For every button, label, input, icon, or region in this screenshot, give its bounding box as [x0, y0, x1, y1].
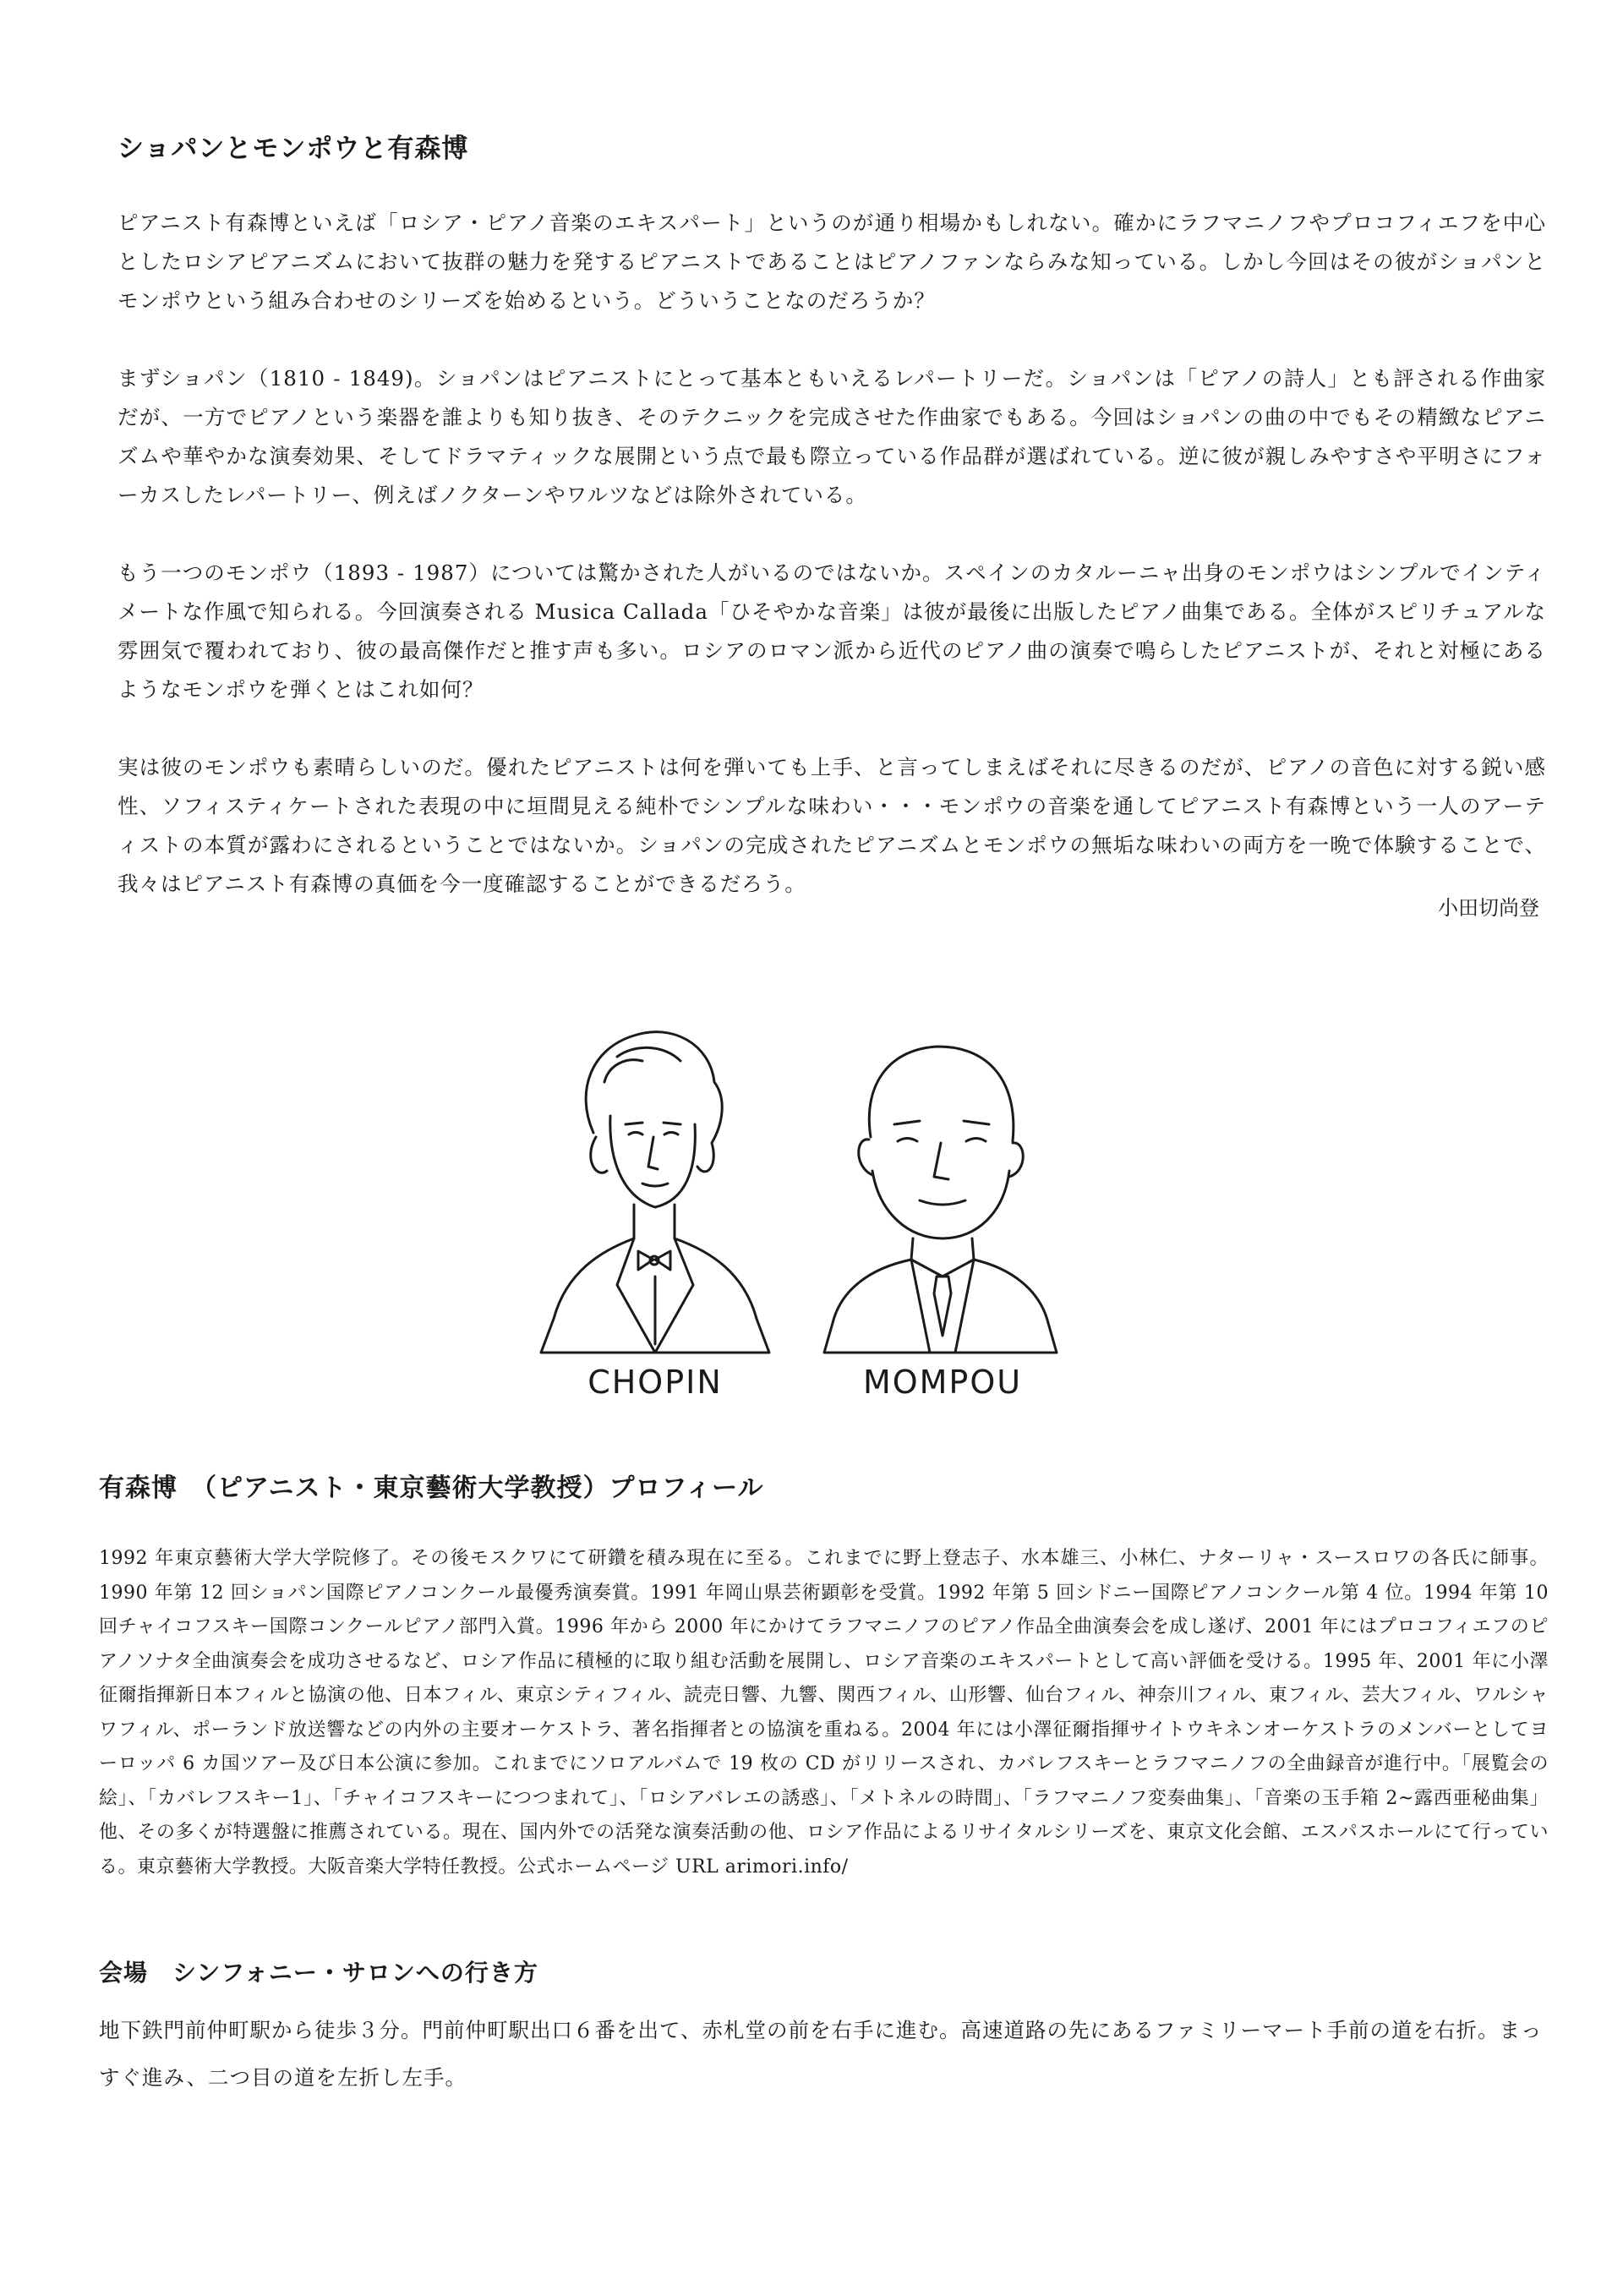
venue-title: 会場 シンフォニー・サロンへの行き方	[99, 1959, 538, 1987]
mompou-portrait-icon	[824, 1047, 1057, 1353]
essay-section	[117, 127, 1546, 943]
venue-directions: 地下鉄門前仲町駅から徒歩３分。門前仲町駅出口６番を出て、赤札堂の前を右手に進む。高速道路の先にあるファミリーマート手前の道を右折。まっすぐ進み、二つ目の道を左折し左手。	[99, 2018, 1543, 2090]
chopin-caption: CHOPIN	[587, 1364, 723, 1401]
profile-title: 有森博 （ピアニスト・東京藝術大学教授）プロフィール	[99, 1473, 764, 1503]
composer-portraits-illustration	[516, 998, 1099, 1403]
composer-portraits	[516, 998, 1099, 1403]
chopin-portrait-icon	[541, 1032, 769, 1353]
essay-title: ショパンとモンポウと有森博	[117, 134, 469, 164]
profile-section	[99, 1467, 1549, 1884]
essay-paragraph-4: 実は彼のモンポウも素晴らしいのだ。優れたピアニストは何を弾いても上手、と言ってしまえばそれに尽きるのだが、ピアノの音色に対する鋭い感性、ソフィスティケートされた表現の中に垣間見える純朴でシンプルな味わい・・・モンポウの音楽を通してピアニスト有森博という一人のアーティストの本質が露わにされるということではないか。ショパンの完成されたピアニズムとモンポウの無垢な味わいの両方を一晩で体験することで、我々はピアニスト有森博の真価を今一度確認することができるだろう。	[117, 755, 1546, 896]
essay-paragraph-1: ピアニスト有森博といえば「ロシア・ピアノ音楽のエキスパート」というのが通り相場かもしれない。確かにラフマニノフやプロコフィエフを中心としたロシアピアニズムにおいて抜群の魅力を発するピアニストであることはピアノファンならみな知っている。しかし今回はその彼がショパンとモンポウという組み合わせのシリーズを始めるという。どういうことなのだろうか？	[117, 210, 1546, 313]
essay-author: 小田切尚登	[1438, 896, 1539, 920]
essay-paragraph-3: もう一つのモンポウ（1893 - 1987）については驚かされた人がいるのではないか。スペインのカタルーニャ出身のモンポウはシンプルでインティメートな作風で知られる。今回演奏される Musica Callada「ひそやかな音楽」は彼が最後に出版したピアノ曲集である。全体がスピリチュアルな雰囲気で覆われており、彼の最高傑作だと推す声も多い。ロシアのロマン派から近代のピアノ曲の演奏で鳴らしたピアニストが、それと対極にあるようなモンポウを弾くとはこれ如何？	[117, 560, 1546, 702]
mompou-caption: MOMPOU	[862, 1364, 1023, 1401]
essay-paragraph-2: まずショパン（1810 - 1849)。ショパンはピアニストにとって基本ともいえるレパートリーだ。ショパンは「ピアノの詩人」とも評される作曲家だが、一方でピアノという楽器を誰よりも知り抜き、そのテクニックを完成させた作曲家でもある。今回はショパンの曲の中でもその精緻なピアニズムや華やかな演奏効果、そしてドラマティックな展開という点で最も際立っている作品群が選ばれている。逆に彼が親しみやすさや平明さにフォーカスしたレパートリー、例えばノクターンやワルツなどは除外されている。	[117, 366, 1546, 507]
profile-body: 1992 年東京藝術大学大学院修了。その後モスクワにて研鑽を積み現在に至る。これまでに野上登志子、水本雄三、小林仁、ナターリャ・スースロワの各氏に師事。1990 年第 12 回ショパン国際ピアノコンクール最優秀演奏賞。1991 年岡山県芸術顕彰を受賞。1992 年第 5 回シドニー国際ピアノコンクール第 4 位。1994 年第 10 回チャイコフスキー国際コンクールピアノ部門入賞。1996 年から 2000 年にかけてラフマニノフのピアノ作品全曲演奏会を成し遂げ、2001 年にはプロコフィエフのピアノソナタ全曲演奏会を成功させるなど、ロシア作品に積極的に取り組む活動を展開し、ロシア音楽のエキスパートとして高い評価を受ける。1995 年、2001 年に小澤征爾指揮新日本フィルと協演の他、日本フィル、東京シティフィル、読売日響、九響、関西フィル、山形響、仙台フィル、神奈川フィル、東フィル、芸大フィル、ワルシャワフィル、ポーランド放送響などの内外の主要オーケストラ、著名指揮者との協演を重ねる。2004 年には小澤征爾指揮サイトウキネンオーケストラのメンバーとしてヨーロッパ 6 カ国ツアー及び日本公演に参加。これまでにソロアルバムで 19 枚の CD がリリースされ、カバレフスキーとラフマニノフの全曲録音が進行中。「展覧会の絵」、「カバレフスキー1」、「チャイコフスキーにつつまれて」、「ロシアバレエの誘惑」、「メトネルの時間」、「ラフマニノフ変奏曲集」、「音楽の玉手箱 2~露西亜秘曲集」他、その多くが特選盤に推薦されている。現在、国内外での活発な演奏活動の他、ロシア作品によるリサイタルシリーズを、東京文化会館、エスパスホールにて行っている。東京藝術大学教授。大阪音楽大学特任教授。公式ホームページ URL arimori.info/	[99, 1548, 1549, 1878]
venue-section	[99, 1954, 1549, 2102]
